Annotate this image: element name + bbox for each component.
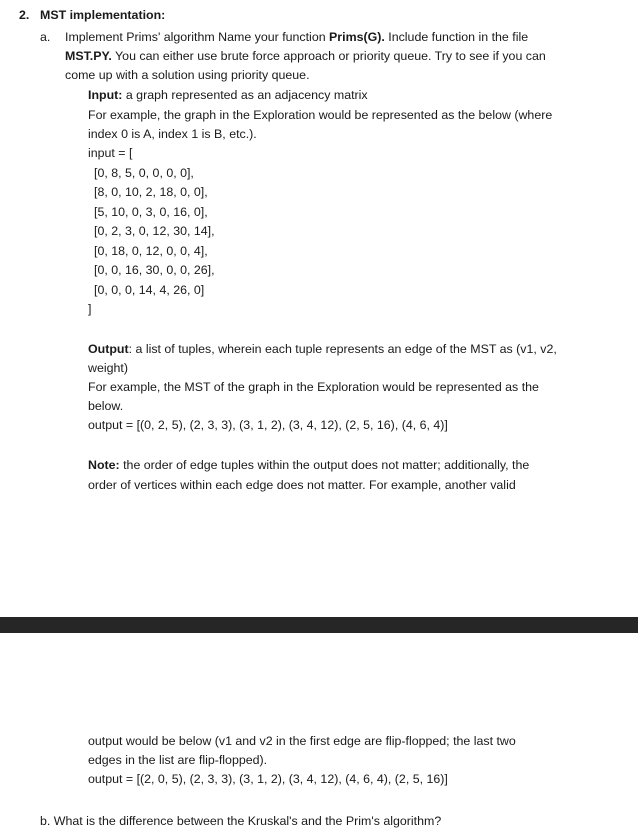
continued-output-value: output = [(2, 0, 5), (2, 3, 3), (3, 1, 2), (3, 4, 12), (4, 6, 4), (2, 5, 16)] xyxy=(88,772,448,786)
input-heading: Input: a graph represented as an adjacency matrix xyxy=(88,88,368,102)
section-number: 2. xyxy=(19,8,30,22)
output-example-line2: below. xyxy=(88,399,124,413)
item-a-marker: a. xyxy=(40,30,51,44)
continued-line1: output would be below (v1 and v2 in the first edge are flip-flopped; the last two xyxy=(88,734,516,748)
input-example-line1: For example, the graph in the Exploration would be represented as the below (where xyxy=(88,108,553,122)
section-title: MST implementation: xyxy=(40,8,166,22)
matrix-row: [0, 0, 0, 14, 4, 26, 0] xyxy=(94,283,205,297)
page-break xyxy=(0,617,638,633)
output-heading: Output: a list of tuples, wherein each tuple represents an edge of the MST as (v1, v2, xyxy=(88,342,557,356)
input-close: ] xyxy=(88,302,92,316)
matrix-row: [0, 18, 0, 12, 0, 0, 4], xyxy=(94,244,208,258)
input-open: input = [ xyxy=(88,146,133,160)
matrix-row: [8, 0, 10, 2, 18, 0, 0], xyxy=(94,185,208,199)
function-name: Prims(G). xyxy=(329,30,385,44)
file-name: MST.PY. xyxy=(65,49,112,63)
item-a-line3: come up with a solution using priority queue. xyxy=(65,68,310,82)
matrix-row: [0, 8, 5, 0, 0, 0, 0], xyxy=(94,166,194,180)
item-a-line1: Implement Prims' algorithm Name your function Prims(G). Include function in the file xyxy=(65,30,529,44)
output-example-line1: For example, the MST of the graph in the Exploration would be represented as the xyxy=(88,380,539,394)
continued-line2: edges in the list are flip-flopped). xyxy=(88,753,268,767)
output-value: output = [(0, 2, 5), (2, 3, 3), (3, 1, 2), (3, 4, 12), (2, 5, 16), (4, 6, 4)] xyxy=(88,418,448,432)
output-heading-line2: weight) xyxy=(88,361,128,375)
matrix-row: [0, 2, 3, 0, 12, 30, 14], xyxy=(94,224,215,238)
matrix-row: [0, 0, 16, 30, 0, 0, 26], xyxy=(94,263,215,277)
item-a-line2: MST.PY. You can either use brute force approach or priority queue. Try to see if you can xyxy=(65,49,546,63)
input-example-line2: index 0 is A, index 1 is B, etc.). xyxy=(88,127,257,141)
note-line1: Note: the order of edge tuples within the output does not matter; additionally, the xyxy=(88,458,530,472)
matrix-row: [5, 10, 0, 3, 0, 16, 0], xyxy=(94,205,208,219)
item-b-question: b. What is the difference between the Kruskal's and the Prim's algorithm? xyxy=(40,814,442,828)
note-line2: order of vertices within each edge does not matter. For example, another valid xyxy=(88,478,516,492)
